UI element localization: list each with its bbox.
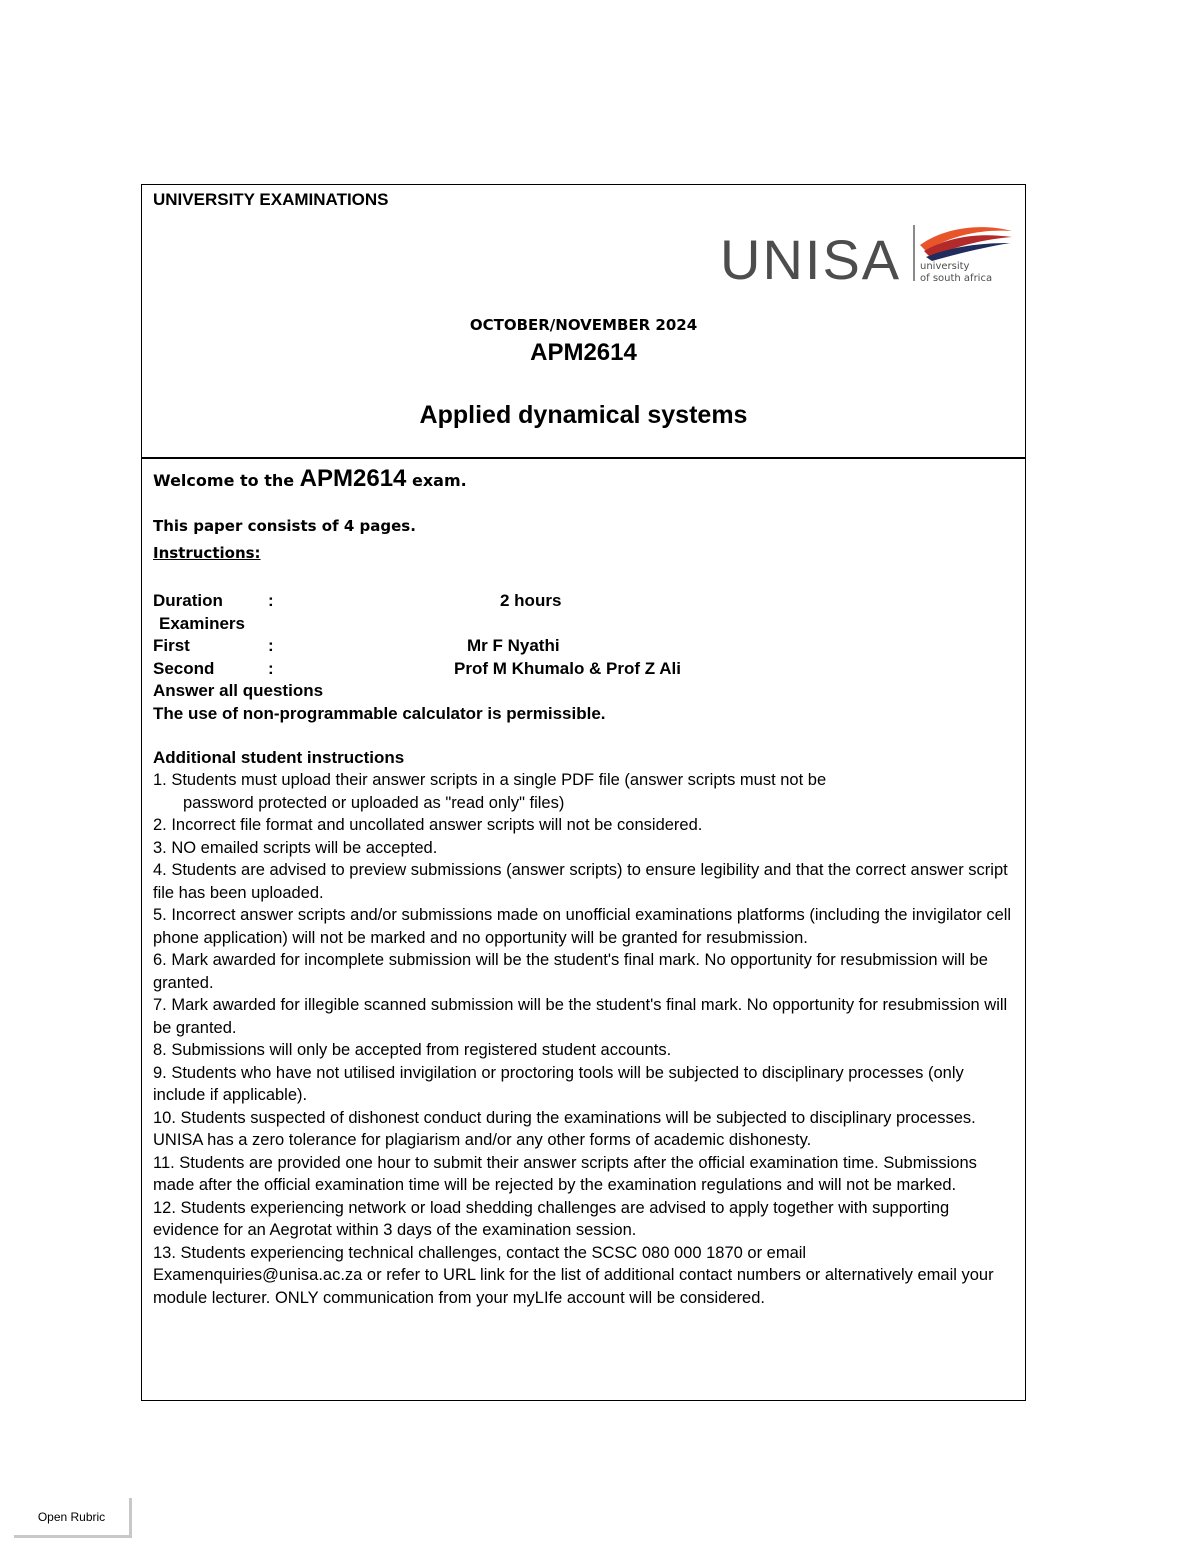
- open-rubric-button[interactable]: Open Rubric: [14, 1498, 132, 1538]
- instructions-heading: Instructions:: [153, 544, 261, 562]
- duration-colon: :: [268, 591, 274, 610]
- instruction-item-continuation: password protected or uploaded as "read only" files): [183, 793, 565, 812]
- instructions-cell: [142, 459, 1025, 1402]
- additional-instructions-list: [153, 769, 1019, 1309]
- first-examiner-label: First: [153, 636, 190, 655]
- duration-label: Duration: [153, 591, 223, 610]
- welcome-line: [153, 465, 467, 493]
- exam-cover-table: [141, 184, 1026, 1401]
- module-code: APM2614: [530, 339, 637, 366]
- answer-all-questions: Answer all questions: [153, 681, 324, 700]
- exam-session: OCTOBER/NOVEMBER 2024: [469, 316, 698, 334]
- instruction-item: 5. Incorrect answer scripts and/or submissions made on unofficial examinations platforms (including the invigilator cell phone application) will not be marked and no opportunity will be granted for resubmission.: [153, 906, 1012, 947]
- logo-tagline-1: university: [920, 261, 970, 272]
- instruction-item: 13. Students experiencing technical challenges, contact the SCSC 080 000 1870 or email Examenquiries@unisa.ac.za or refer to URL link for the list of additional contact numbers or alternatively email your module lecturer. ONLY communication from your myLIfe account will be considered.: [153, 1243, 994, 1307]
- second-examiner-label: Second: [153, 659, 215, 678]
- page-count: This paper consists of 4 pages.: [153, 517, 416, 535]
- logo-tagline-2: of south africa: [920, 273, 993, 284]
- header-cell: [142, 185, 1025, 459]
- instruction-item: 1. Students must upload their answer scripts in a single PDF file (answer scripts must not be: [153, 771, 827, 789]
- university-examinations-title: UNIVERSITY EXAMINATIONS: [153, 190, 389, 209]
- logo-wordmark: UNISA: [720, 228, 902, 287]
- instruction-item: 7. Mark awarded for illegible scanned submission will be the student's final mark. No opportunity for resubmission will be granted.: [153, 996, 1008, 1037]
- unisa-logo: [720, 221, 1020, 287]
- additional-instructions-heading: Additional student instructions: [153, 748, 405, 767]
- welcome-prefix: Welcome to the: [153, 471, 295, 490]
- second-examiner-colon: :: [268, 659, 274, 678]
- instruction-item: 12. Students experiencing network or load shedding challenges are advised to apply together with supporting evidence for an Aegrotat within 3 days of the examination session.: [153, 1198, 950, 1239]
- calculator-rule: The use of non-programmable calculator is permissible.: [153, 704, 606, 723]
- instruction-item: 11. Students are provided one hour to submit their answer scripts after the official examination time. Submissions made after the official examination time will be rejected by the examination regulations and will not be marked.: [153, 1153, 977, 1194]
- instruction-item: 4. Students are advised to preview submissions (answer scripts) to ensure legibility and that the correct answer script file has been uploaded.: [153, 861, 1008, 902]
- welcome-suffix: exam.: [411, 471, 467, 490]
- instruction-item: 3. NO emailed scripts will be accepted.: [153, 838, 438, 857]
- first-examiner-colon: :: [268, 636, 274, 655]
- duration-value: 2 hours: [500, 591, 562, 610]
- instruction-item: 10. Students suspected of dishonest conduct during the examinations will be subjected to disciplinary processes. UNISA has a zero tolerance for plagiarism and/or any other forms of academic dishonesty.: [153, 1108, 976, 1149]
- welcome-code: APM2614: [299, 465, 407, 492]
- instruction-item: 8. Submissions will only be accepted from registered student accounts.: [153, 1041, 672, 1059]
- examiners-label: Examiners: [159, 614, 245, 633]
- first-examiner-value: Mr F Nyathi: [467, 636, 560, 655]
- instruction-item: 2. Incorrect file format and uncollated answer scripts will not be considered.: [153, 816, 703, 834]
- module-title: Applied dynamical systems: [419, 401, 748, 429]
- instruction-item: 6. Mark awarded for incomplete submission will be the student's final mark. No opportunity for resubmission will be granted.: [153, 951, 988, 992]
- instruction-item: 9. Students who have not utilised invigilation or proctoring tools will be subjected to disciplinary processes (only include if applicable).: [153, 1063, 964, 1104]
- second-examiner-value: Prof M Khumalo & Prof Z Ali: [454, 659, 681, 678]
